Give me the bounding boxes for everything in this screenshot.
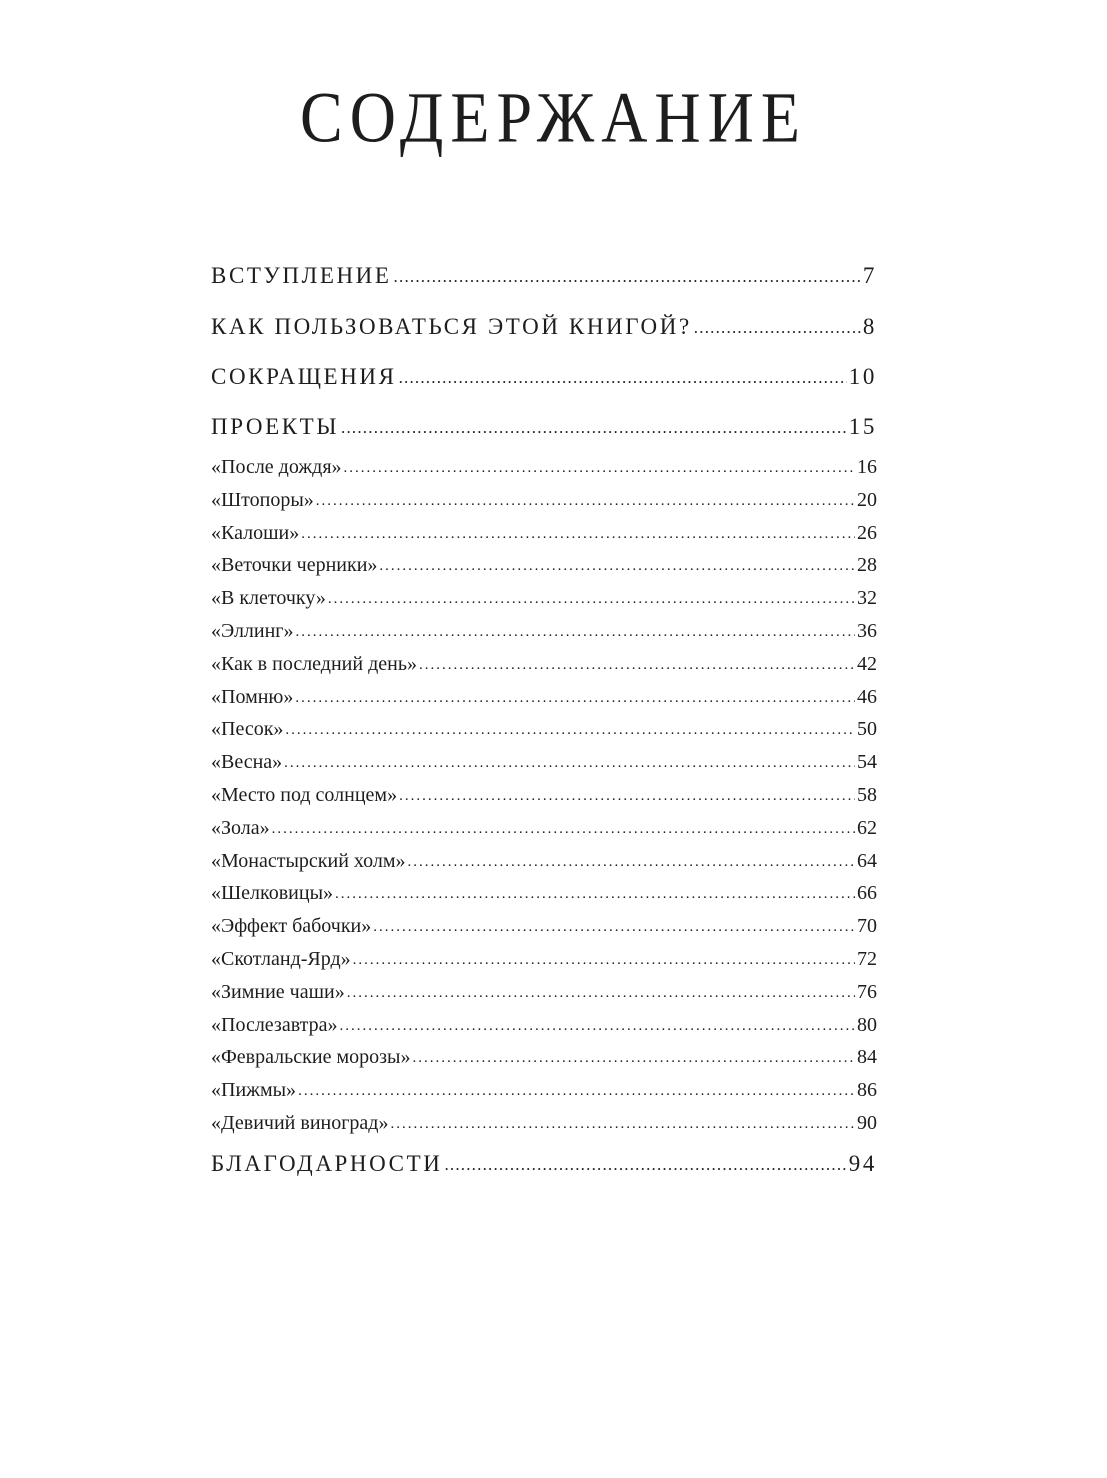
dot-leader xyxy=(390,1108,855,1141)
toc-project-entry[interactable] xyxy=(211,877,877,910)
dot-leader xyxy=(394,259,861,295)
toc-entry-label: «Девичий виноград» xyxy=(211,1111,389,1134)
dot-leader xyxy=(379,550,855,583)
toc-entry-introduction[interactable] xyxy=(211,258,877,309)
dot-leader xyxy=(347,977,855,1010)
dot-leader xyxy=(373,911,855,944)
dot-leader xyxy=(328,583,855,616)
toc-entry-page: 58 xyxy=(857,783,877,806)
toc-entry-label: «Скотланд-Ярд» xyxy=(211,947,351,970)
toc-project-entry[interactable] xyxy=(211,681,877,714)
toc-project-entry[interactable] xyxy=(211,910,877,943)
toc-entry-page: 84 xyxy=(857,1046,877,1069)
toc-entry-page: 50 xyxy=(857,718,877,741)
toc-entry-label: «Калоши» xyxy=(211,521,300,544)
dot-leader xyxy=(341,410,847,446)
dot-leader xyxy=(399,780,855,813)
toc-entry-label: «Весна» xyxy=(211,751,283,774)
dot-leader xyxy=(399,360,847,396)
toc-entry-page: 10 xyxy=(848,364,877,389)
toc-entry-label: «Песок» xyxy=(211,718,284,741)
toc-entry-page: 36 xyxy=(857,619,877,642)
toc-project-entry[interactable] xyxy=(211,1009,877,1042)
dot-leader xyxy=(408,846,855,879)
toc-project-entry[interactable] xyxy=(211,943,877,976)
toc-entry-label: БЛАГОДАРНОСТИ xyxy=(211,1150,443,1176)
dot-leader xyxy=(284,747,855,780)
toc-project-entry[interactable] xyxy=(211,615,877,648)
toc-entry-abbreviations[interactable] xyxy=(211,359,877,409)
toc-entry-label: «После дождя» xyxy=(211,456,342,478)
toc-project-entry[interactable] xyxy=(211,451,877,484)
toc-project-entry[interactable] xyxy=(211,746,877,779)
dot-leader xyxy=(295,682,855,715)
toc-entry-page: 16 xyxy=(857,456,877,478)
toc-entry-page: 64 xyxy=(857,849,877,872)
toc-entry-acknowledgements[interactable] xyxy=(211,1146,877,1196)
toc-project-entry[interactable] xyxy=(211,549,877,582)
toc-entry-page: 70 xyxy=(857,915,877,938)
toc-project-entry[interactable] xyxy=(211,1074,877,1107)
toc-entry-page: 32 xyxy=(857,587,877,610)
toc-entry-page: 54 xyxy=(857,751,877,774)
toc-project-entry[interactable] xyxy=(211,713,877,746)
toc-entry-label: «Помню» xyxy=(211,685,294,708)
toc-entry-label: «Февральские морозы» xyxy=(211,1046,411,1069)
toc-entry-label: «Веточки черники» xyxy=(211,554,378,577)
toc-project-entry[interactable] xyxy=(211,517,877,550)
toc-project-entry[interactable] xyxy=(211,484,877,517)
toc-entry-label: «Пижмы» xyxy=(211,1079,297,1102)
dot-leader xyxy=(353,944,855,977)
toc-entry-label: СОКРАЩЕНИЯ xyxy=(211,364,397,389)
dot-leader xyxy=(444,1147,846,1183)
dot-leader xyxy=(285,714,855,747)
toc-entry-page: 90 xyxy=(857,1111,877,1134)
dot-leader xyxy=(340,1010,855,1043)
toc-entry-page: 26 xyxy=(857,521,877,544)
toc-entry-label: «Штопоры» xyxy=(211,488,314,511)
dot-leader xyxy=(316,485,855,518)
dot-leader xyxy=(301,518,855,551)
toc-project-entry[interactable] xyxy=(211,812,877,845)
dot-leader xyxy=(335,878,855,911)
toc-entry-page: 76 xyxy=(857,980,877,1003)
toc-entry-page: 7 xyxy=(862,263,877,288)
toc-entry-projects[interactable] xyxy=(211,409,877,451)
toc-entry-label: КАК ПОЛЬЗОВАТЬСЯ ЭТОЙ КНИГОЙ? xyxy=(211,314,692,339)
dot-leader xyxy=(344,452,855,485)
toc-entry-page: 20 xyxy=(857,488,877,511)
dot-leader xyxy=(296,616,855,649)
toc-project-entry[interactable] xyxy=(211,1041,877,1074)
toc-entry-page: 28 xyxy=(857,554,877,577)
toc-entry-label: «Послезавтра» xyxy=(211,1013,338,1036)
toc-entry-label: «Зимние чаши» xyxy=(211,980,345,1003)
toc-entry-label: «Эффект бабочки» xyxy=(211,915,372,938)
toc-entry-label: «Зола» xyxy=(211,816,270,839)
toc-entry-label: «Монастырский холм» xyxy=(211,849,406,872)
toc-entry-page: 86 xyxy=(857,1079,877,1102)
dot-leader xyxy=(412,1042,855,1075)
toc-entry-page: 46 xyxy=(857,685,877,708)
dot-leader xyxy=(694,310,861,346)
toc-entry-label: ПРОЕКТЫ xyxy=(211,414,339,439)
toc-entry-page: 62 xyxy=(857,816,877,839)
page-title: СОДЕРЖАНИЕ xyxy=(300,77,807,158)
dot-leader xyxy=(272,813,855,846)
toc-entry-page: 94 xyxy=(848,1150,877,1176)
toc-entry-label: «Как в последний день» xyxy=(211,652,417,675)
table-of-contents xyxy=(211,258,877,1196)
toc-entry-page: 72 xyxy=(857,947,877,970)
toc-entry-label: «Шелковицы» xyxy=(211,882,334,905)
dot-leader xyxy=(419,649,855,682)
toc-entry-page: 8 xyxy=(862,314,877,339)
toc-project-entry[interactable] xyxy=(211,976,877,1009)
toc-entry-page: 66 xyxy=(857,882,877,905)
toc-project-entry[interactable] xyxy=(211,845,877,878)
toc-entry-label: «В клеточку» xyxy=(211,587,326,610)
toc-entry-page: 42 xyxy=(857,652,877,675)
toc-project-entry[interactable] xyxy=(211,779,877,812)
toc-project-entry[interactable] xyxy=(211,1107,877,1140)
toc-entry-label: «Эллинг» xyxy=(211,619,294,642)
dot-leader xyxy=(298,1075,855,1108)
toc-entry-label: «Место под солнцем» xyxy=(211,783,398,806)
toc-project-entry[interactable] xyxy=(211,648,877,681)
toc-entry-page: 80 xyxy=(857,1013,877,1036)
toc-entry-how-to-use[interactable] xyxy=(211,309,877,359)
toc-entry-label: ВСТУПЛЕНИЕ xyxy=(211,263,392,288)
toc-entry-page: 15 xyxy=(848,414,877,439)
toc-project-entry[interactable] xyxy=(211,582,877,615)
